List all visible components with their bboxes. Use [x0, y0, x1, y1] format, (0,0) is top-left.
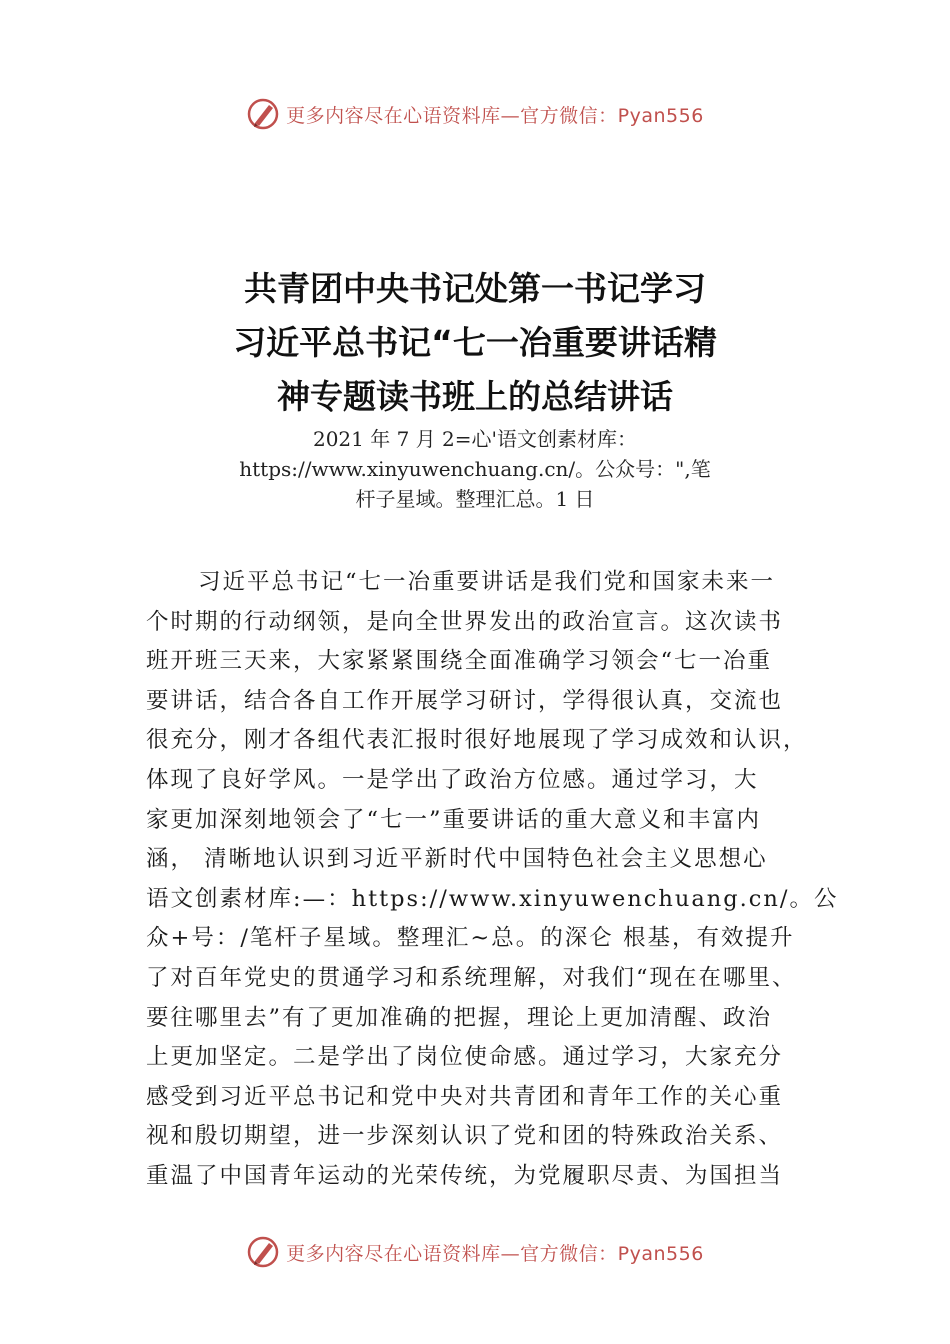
- body-line: 班开班三天来，大家紧紧围绕全面准确学习领会“七一冶重: [146, 648, 773, 675]
- document-meta: [0, 424, 950, 514]
- title-line: 神专题读书班上的总结讲话: [277, 377, 673, 416]
- header-banner: [0, 94, 950, 134]
- footer-banner: [0, 1232, 950, 1272]
- body-line: 众+号：/笔杆子星域。整理汇~总。的深仑 根基，有效提升: [146, 925, 795, 952]
- pen-logo-icon: [246, 1235, 280, 1269]
- title-line: 习近平总书记“七一冶重要讲话精: [233, 323, 717, 362]
- body-line: 要讲话，结合各自工作开展学习研讨，学得很认真，交流也: [146, 687, 784, 714]
- body-line: 个时期的行动纲领，是向全世界发出的政治宣言。这次读书: [146, 608, 784, 635]
- body-line: 习近平总书记“七一冶重要讲话是我们党和国家未来一: [198, 569, 776, 595]
- body-line: 语文创素材库:—：https://www.xinyuwenchuang.cn/。公: [146, 885, 839, 912]
- wechat-id: Pyan556: [617, 1242, 704, 1265]
- body-line: 重温了中国青年运动的光荣传统，为党履职尽责、为国担当: [146, 1162, 784, 1189]
- body-line: 家更加深刻地领会了“七一”重要讲话的重大意义和丰富内: [146, 806, 762, 833]
- title-line: 共青团中央书记处第一书记学习: [244, 269, 706, 308]
- pen-logo-icon: [246, 97, 280, 131]
- wechat-id: Pyan556: [617, 104, 704, 127]
- document-title: [0, 262, 950, 424]
- body-line: 要往哪里去”有了更加准确的把握，理论上更加清醒、政治: [146, 1004, 773, 1031]
- body-line: 了对百年党史的贯通学习和系统理解，对我们“现在在哪里、: [146, 964, 797, 991]
- body-line: 很充分，刚才各组代表汇报时很好地展现了学习成效和认识，: [146, 727, 808, 754]
- meta-line: https://www.xinyuwenchuang.cn/。公众号：",笔: [239, 457, 711, 481]
- body-line: 感受到习近平总书记和党中央对共青团和青年工作的关心重: [146, 1083, 784, 1110]
- body-line: 视和殷切期望，进一步深刻认识了党和团的特殊政治关系、: [146, 1123, 784, 1150]
- body-paragraph: [146, 563, 839, 1197]
- banner-text: 更多内容尽在心语资料库—官方微信：Pyan556: [286, 1242, 704, 1265]
- banner-text: 更多内容尽在心语资料库—官方微信：Pyan556: [286, 104, 704, 127]
- body-line: 涵， 清晰地认识到习近平新时代中国特色社会主义思想心: [146, 846, 768, 873]
- meta-line: 杆子星域。整理汇总。1 日: [355, 487, 595, 511]
- body-line: 体现了良好学风。一是学出了政治方位感。通过学习，大: [146, 766, 759, 793]
- body-line: 上更加坚定。二是学出了岗位使命感。通过学习，大家充分: [146, 1044, 784, 1071]
- meta-line: 2021 年 7 月 2=心'语文创素材库：: [312, 427, 638, 451]
